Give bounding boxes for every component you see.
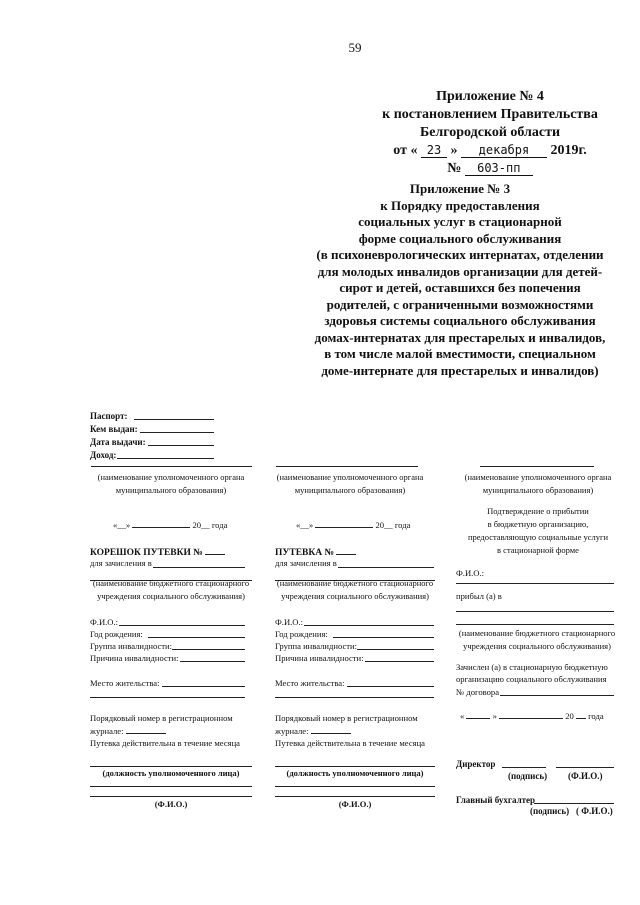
appendix-4-title: Приложение № 4	[436, 89, 544, 104]
number-prefix: №	[447, 161, 462, 176]
col3-date-month-field[interactable]	[499, 709, 563, 719]
col2-regnum-field[interactable]	[311, 724, 351, 734]
appendix-3-line: доме-интернате для престарелых и инвалидов)	[321, 362, 599, 378]
number-value: 603-пп	[465, 161, 533, 176]
col2-line-a[interactable]	[275, 786, 435, 787]
col1-regnum-label: журнале:	[90, 726, 124, 736]
col2-regnum-label: журнале:	[275, 726, 309, 736]
col2-position-caption: (должность уполномоченного лица)	[286, 768, 424, 778]
col2-enroll-field[interactable]	[338, 567, 434, 568]
col2-group-field[interactable]	[357, 649, 434, 650]
col1-group-label: Группа инвалидности:	[90, 641, 173, 651]
col3-confirm-line: в бюджетную организацию,	[487, 519, 589, 529]
col2-date-year: 20__ года	[375, 520, 411, 530]
col1-org-caption: (наименование уполномоченного органа муниципального образования)	[97, 472, 245, 495]
col3-date-year-field[interactable]	[576, 709, 586, 719]
col2-residence-field[interactable]	[347, 686, 434, 687]
col2-valid-month: Путевка действительна в течение месяца	[275, 738, 425, 748]
passport-field[interactable]	[134, 419, 214, 420]
income-field[interactable]	[117, 458, 214, 459]
col2-inst-caption: (наименование бюджетного стационарного учреждения социального обслуживания)	[276, 578, 434, 601]
col1-cause-label: Причина инвалидности:	[90, 653, 179, 663]
col1-cause-field[interactable]	[180, 661, 245, 662]
col3-signature-caption-2: (подпись)	[530, 806, 570, 816]
appendix-3-line: к Порядку предоставления	[380, 197, 540, 213]
issue-date-label: Дата выдачи:	[90, 437, 146, 447]
col1-birth-field[interactable]	[148, 637, 245, 638]
col1-inst-caption: (наименование бюджетного стационарного учреждения социального обслуживания)	[92, 578, 250, 601]
col3-fio-caption: (Ф.И.О.)	[568, 771, 603, 781]
col2-date	[296, 518, 410, 531]
date-year: 2019г.	[550, 143, 587, 158]
col2-group-label: Группа инвалидности:	[275, 641, 358, 651]
col1-regnum-line1: Порядковый номер в регистрационном	[90, 713, 233, 723]
col1-date-open: «__»	[113, 520, 131, 530]
col3-date	[460, 709, 604, 722]
appendix-4-line2: к постановлением Правительства	[382, 107, 598, 122]
col1-fio-caption: (Ф.И.О.)	[154, 799, 188, 809]
appendix-3-line: социальных услуг в стационарной	[358, 214, 562, 229]
col3-org-caption: (наименование уполномоченного органа муниципального образования)	[464, 472, 612, 495]
col3-date-year: 20	[565, 711, 574, 721]
col2-title-text: ПУТЕВКА №	[275, 548, 335, 558]
col3-director-fio-line[interactable]	[556, 767, 614, 768]
col3-signature-caption: (подпись)	[508, 771, 548, 781]
col3-director-signature-line[interactable]	[502, 767, 546, 768]
appendix-4-line3: Белгородской области	[419, 125, 561, 140]
col3-inst-line[interactable]	[456, 624, 614, 625]
col3-accountant-line[interactable]	[534, 803, 614, 804]
income-label: Доход:	[90, 450, 117, 460]
col2-org-caption: (наименование уполномоченного органа муниципального образования)	[276, 472, 424, 495]
appendix-4-header	[340, 88, 640, 178]
appendix-3-line: домах-интернатах для престарелых и инвалидов,	[314, 329, 606, 345]
col3-fio-label: Ф.И.О.:	[456, 568, 485, 578]
col2-cause-label: Причина инвалидности:	[275, 653, 364, 663]
col3-contract-label: № договора	[456, 687, 500, 697]
col1-fio-label: Ф.И.О.:	[90, 617, 119, 627]
col2-date-open: «__»	[296, 520, 314, 530]
date-prefix: от «	[393, 143, 418, 158]
col2-date-month-field[interactable]	[315, 518, 373, 528]
col1-regnum-field[interactable]	[126, 724, 166, 734]
col2-residence-label: Место жительства:	[275, 678, 345, 688]
issue-date-field[interactable]	[148, 445, 214, 446]
col1-fio-field[interactable]	[119, 625, 245, 626]
col2-fio-field[interactable]	[304, 625, 434, 626]
col3-inst-caption: (наименование бюджетного стационарного учреждения социального обслуживания)	[458, 628, 616, 651]
col1-valid-month: Путевка действительна в течение месяца	[90, 738, 240, 748]
col3-date-suffix: года	[588, 711, 604, 721]
col3-date-day-field[interactable]	[466, 709, 490, 719]
col1-birth-label: Год рождения:	[90, 629, 143, 639]
col3-fio-caption-2: ( Ф.И.О.)	[576, 806, 613, 816]
col2-regnum-line1: Порядковый номер в регистрационном	[275, 713, 418, 723]
col1-line-b[interactable]	[90, 796, 252, 797]
appendix-3-line: (в психоневрологических интернатах, отделении	[316, 247, 604, 262]
col2-org-line[interactable]	[276, 466, 418, 467]
col1-title-text: КОРЕШОК ПУТЕВКИ №	[90, 548, 203, 558]
col2-title-number-field[interactable]	[336, 545, 356, 555]
issued-by-field[interactable]	[140, 432, 214, 433]
col3-fio-field[interactable]	[456, 583, 614, 584]
col2-residence-line2[interactable]	[275, 697, 434, 698]
col1-residence-field[interactable]	[162, 686, 245, 687]
col1-date	[113, 518, 227, 531]
col3-arrived-label: прибыл (а) в	[456, 591, 502, 601]
col1-date-year: 20__ года	[192, 520, 228, 530]
col2-fio-caption: (Ф.И.О.)	[338, 799, 372, 809]
appendix-4-date	[340, 142, 640, 160]
col3-date-close: »	[492, 711, 497, 721]
date-month: декабря	[461, 143, 547, 158]
col2-birth-label: Год рождения:	[275, 629, 328, 639]
col2-regnum-line2	[275, 724, 351, 737]
appendix-3-line: для молодых инвалидов организации для детей-	[317, 263, 603, 279]
col2-cause-field[interactable]	[365, 661, 434, 662]
appendix-3-line: сирот и детей, оставшихся без попечения	[339, 280, 581, 295]
col1-title-number-field[interactable]	[205, 545, 225, 555]
col3-date-open: «	[460, 711, 465, 721]
passport-label: Паспорт:	[90, 411, 128, 421]
col1-residence-label: Место жительства:	[90, 678, 160, 688]
issued-by-label: Кем выдан:	[90, 424, 138, 434]
appendix-4-number	[340, 160, 640, 178]
col1-date-month-field[interactable]	[132, 518, 190, 528]
appendix-3-header	[300, 181, 620, 379]
col1-enroll-field[interactable]	[153, 567, 245, 568]
col3-confirm	[456, 505, 620, 557]
col2-fio-label: Ф.И.О.:	[275, 617, 304, 627]
col3-accountant-label: Главный бухгалтер	[456, 795, 536, 805]
col1-regnum-line2	[90, 724, 166, 737]
col1-position-caption: (должность уполномоченного лица)	[102, 768, 240, 778]
appendix-3-line: родителей, с ограниченными возможностями	[326, 296, 594, 312]
col3-enrolled-line2: организацию социального обслуживания	[456, 674, 607, 684]
col1-residence-line2[interactable]	[90, 697, 245, 698]
col1-enroll-label: для зачисления в	[90, 558, 152, 568]
col1-org-line[interactable]	[91, 466, 252, 467]
col3-confirm-line: в стационарной форме	[497, 545, 579, 555]
col1-group-field[interactable]	[172, 649, 245, 650]
col3-org-line[interactable]	[480, 466, 594, 467]
page-number: 59	[348, 40, 362, 55]
col2-birth-field[interactable]	[333, 637, 434, 638]
appendix-3-line: здоровья системы социального обслуживания	[324, 313, 596, 328]
col3-enrolled-line1: Зачислен (а) в стационарную бюджетную	[456, 662, 608, 672]
col3-director-label: Директор	[456, 759, 496, 769]
col2-enroll-label: для зачисления в	[275, 558, 337, 568]
col2-line-b[interactable]	[275, 796, 435, 797]
date-mid: »	[450, 143, 458, 158]
col3-arrived-field[interactable]	[456, 611, 614, 612]
appendix-3-line: в том числе малой вместимости, специальном	[324, 346, 596, 361]
appendix-3-line: Приложение № 3	[409, 181, 511, 196]
col3-confirm-line: Подтверждение о прибытии	[487, 506, 589, 516]
date-day: 23	[421, 143, 447, 158]
col3-confirm-line: предоставляющую социальные услуги	[467, 532, 609, 542]
col3-contract-field[interactable]	[500, 695, 614, 696]
appendix-3-line: форме социального обслуживания	[358, 230, 562, 246]
col1-line-a[interactable]	[90, 786, 252, 787]
